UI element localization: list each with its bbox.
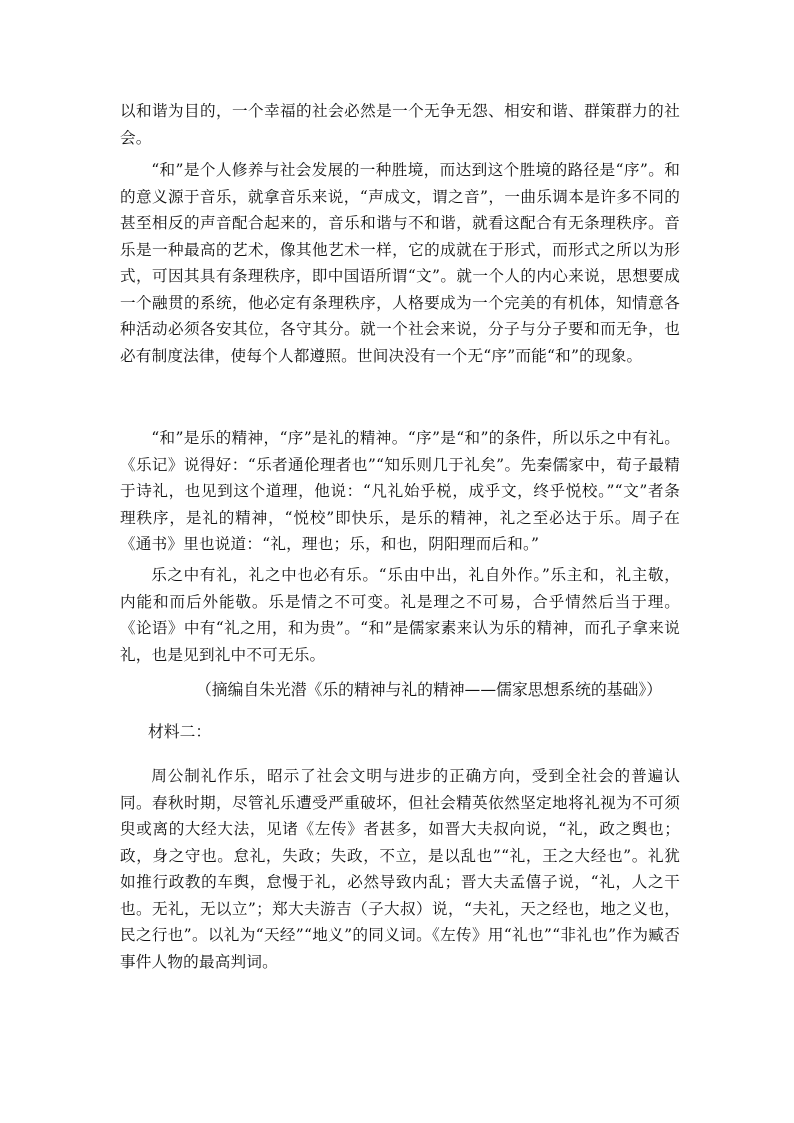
paragraph-harmony-order: “和”是个人修养与社会发展的一种胜境，而达到这个胜境的路径是“序”。和的意义源于音乐，就拿音乐来说，“声成文，谓之音”，一曲乐调本是许多不同的甚至相反的声音配合起来的，音乐和谐与不和谐，就看这配合有无条理秩序。音乐是一种最高的艺术，像其他艺术一样，它的成就在于形式，而形式之所以为形式，可因其具有条理秩序，即中国语所谓“文”。就一个人的内心来说，思想要成一个融贯的系统，他必定有条理秩序，人格要成为一个完美的有机体，知情意各种活动必须各安其位，各守其分。就一个社会来说，分子与分子要和而无争，也必有制度法律，使每个人都遵照。世间决没有一个无“序”而能“和”的现象。 bbox=[120, 161, 680, 365]
paragraph-music-ritual-spirit: “和”是乐的精神，“序”是礼的精神。“序”是“和”的条件，所以乐之中有礼。《乐记》说得好：“乐者通伦理者也”“知乐则几于礼矣”。先秦儒家中，荀子最精于诗礼，也见到这个道理，他说：“凡礼始乎棁，成乎文，终乎悦校。”“文”者条理秩序，是礼的精神，“悦校”即快乐，是乐的精神，礼之至必达于乐。周子在《通书》里也说道：“礼，理也；乐，和也，阴阳理而后和。” bbox=[120, 429, 680, 553]
section-heading-material-two: 材料二： bbox=[148, 722, 212, 741]
source-citation: （摘编自朱光潜《乐的精神与礼的精神——儒家思想系统的基础》） bbox=[196, 680, 663, 699]
paragraph-zhou-gong: 周公制礼作乐，昭示了社会文明与进步的正确方向，受到全社会的普遍认同。春秋时期，尽管礼乐遭受严重破坏，但社会精英依然坚定地将礼视为不可须臾或离的大经大法，见诸《左传》者甚多，如晋大夫叔向说，“礼，政之舆也；政，身之守也。怠礼，失政；失政，不立，是以乱也”“礼，王之大经也”。礼犹如推行政教的车舆，怠慢于礼，必然导致内乱；晋大夫孟僖子说，“礼，人之干也。无礼，无以立”；郑大夫游吉（子大叔）说，“夫礼，天之经也，地之义也，民之行也”。以礼为“天经”“地义”的同义词。《左传》用“礼也”“非礼也”作为臧否事件人物的最高判词。 bbox=[120, 767, 680, 971]
paragraph-continuation: 以和谐为目的，一个幸福的社会必然是一个无争无怨、相安和谐、群策群力的社会。 bbox=[120, 102, 680, 147]
paragraph-ritual-within-music: 乐之中有礼，礼之中也必有乐。“乐由中出，礼自外作。”乐主和，礼主敬，内能和而后外能敬。乐是情之不可变。礼是理之不可易，合乎情然后当于理。《论语》中有“礼之用，和为贵”。“和”是儒家素来认为乐的精神，而孔子拿来说礼，也是见到礼中不可无乐。 bbox=[120, 566, 680, 664]
